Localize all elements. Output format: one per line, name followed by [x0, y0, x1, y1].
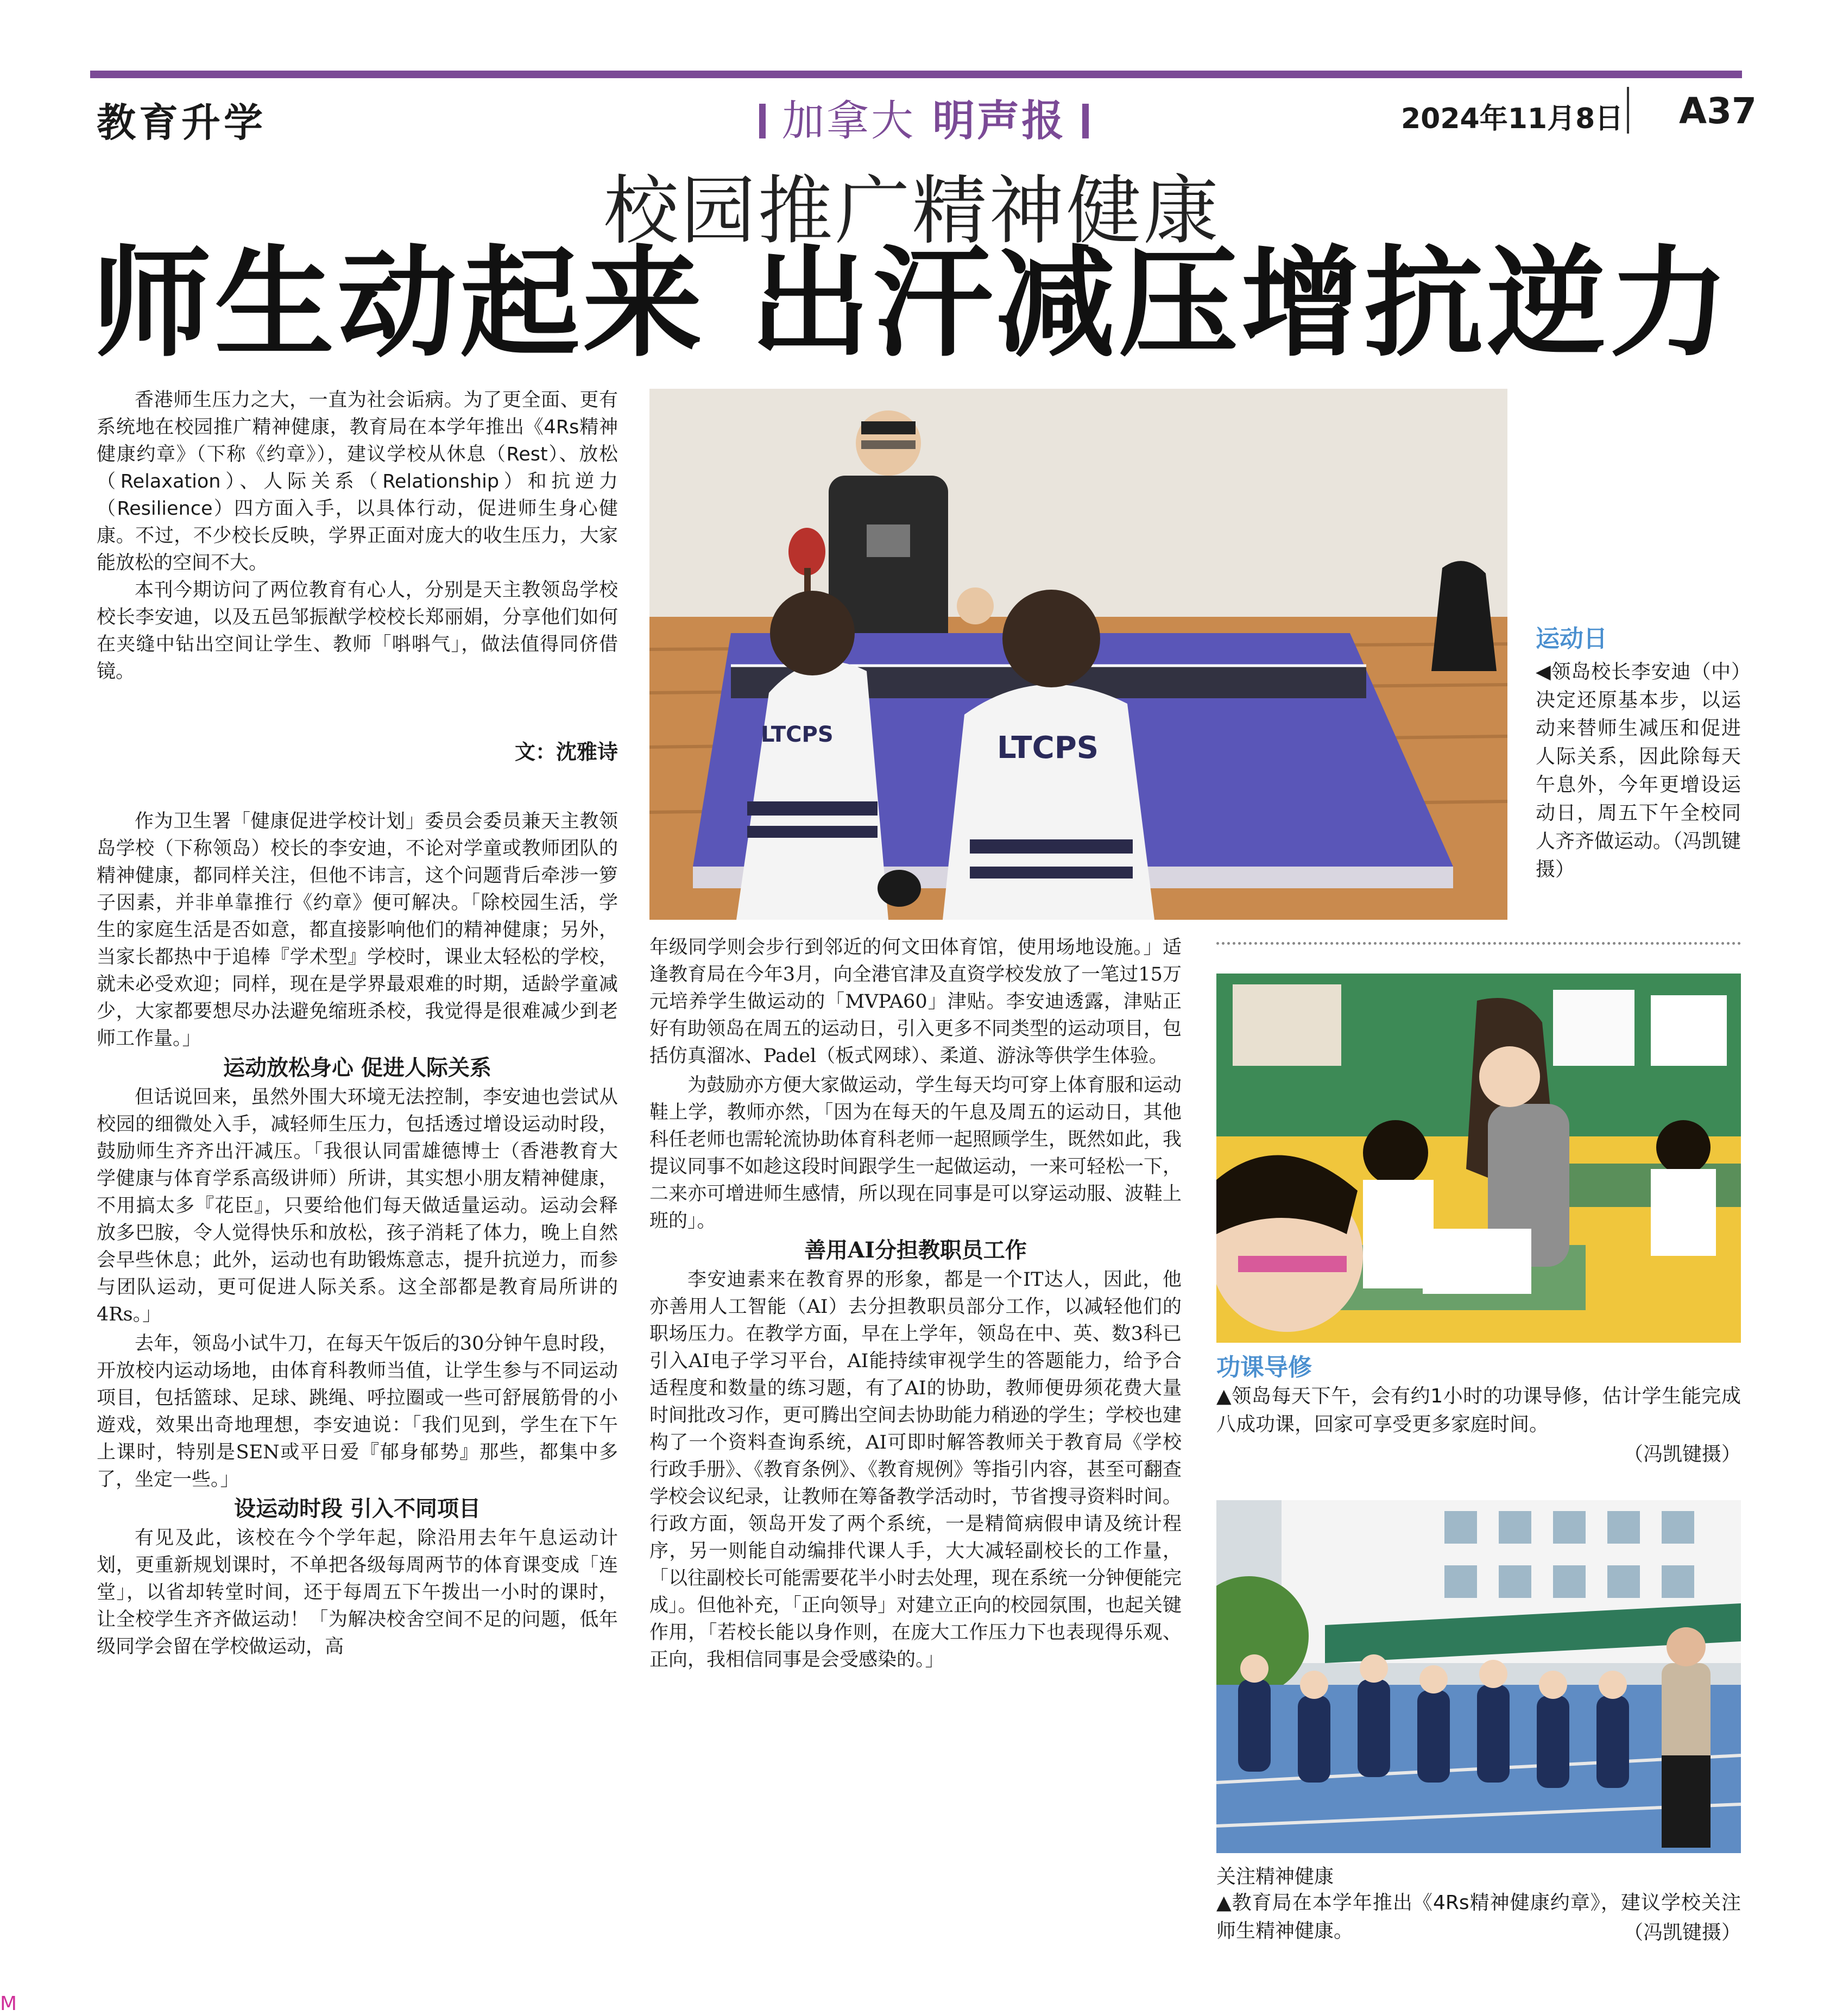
photo-classroom	[1216, 974, 1741, 1343]
masthead-bar-right	[1082, 104, 1089, 138]
masthead	[743, 87, 1105, 148]
shirt-text: LTCPS	[997, 730, 1099, 766]
article-paragraph: 为鼓励亦方便大家做运动，学生每天均可穿上体育服和运动鞋上学，教师亦然，「因为在每天的午息及周五的运动日，其他科任老师也需轮流协助体育科老师一起照顾学生，既然如此，我提议同事不如趁这段时间跟学生一起做运动，一来可轻松一下，二来亦可增进师生感情，所以现在同事是可以穿运动服、波鞋上班的」。	[649, 1075, 1182, 1232]
subheading: 善用AI分担教职员工作	[804, 1237, 1027, 1263]
masthead-bar-left	[759, 104, 766, 138]
masthead-name: 明声报	[932, 97, 1066, 146]
shirt-text-left: LTCPS	[761, 722, 834, 747]
caption-title: 运动日	[1536, 625, 1607, 653]
article-paragraph: 年级同学则会步行到邻近的何文田体育馆，使用场地设施。」适逢教育局在今年3月，向全港官津及直资学校发放了一笔过15万元培养学生做运动的「MVPA60」津贴。李安迪透露，津贴正好有助领岛在周五的运动日，引入更多不同类型的运动项目，包括仿真溜冰、Padel（板式网球）、柔道、游泳等供学生体验。	[649, 937, 1182, 1067]
photo-credit: （冯凯键摄）	[1623, 1922, 1741, 1944]
page-number: A37	[1679, 90, 1757, 132]
photo-credit: （冯凯键摄）	[1623, 1443, 1741, 1465]
table-tennis-illustration	[649, 389, 1507, 920]
section-title: 教育升学	[97, 99, 267, 146]
article-column-2	[649, 934, 1182, 1676]
caption-text: ▲领岛每天下午，会有约1小时的功课导修，估计学生能完成八成功课，回家可享受更多家庭时间。	[1216, 1385, 1741, 1436]
kicker: 校园推广精神健康	[603, 167, 1221, 255]
article-paragraph: 但话说回来，虽然外围大环境无法控制，李安迪也尝试从校园的细微处入手，减轻师生压力，包括透过增设运动时段，鼓励师生齐齐出汗减压。「我很认同雷雄德博士（香港教育大学健康与体育学系高级讲师）所讲，其实想小朋友精神健康，不用搞太多『花臣』，只要给他们每天做适量运动。运动会释放多巴胺，令人觉得快乐和放松，孩子消耗了体力，晚上自然会早些休息；此外，运动也有助锻炼意志，提升抗逆力，而参与团队运动，更可促进人际关系。这全部都是教育局所讲的4Rs。」	[97, 1086, 618, 1325]
photo-schoolyard	[1216, 1500, 1741, 1853]
article-paragraph: 李安迪素来在教育界的形象，都是一个IT达人，因此，他亦善用人工智能（AI）去分担教职员部分工作，以减轻他们的职场压力。在教学方面，早在上学年，领岛在中、英、数3科已引入AI电子学习平台，AI能持续审视学生的答题能力，给予合适程度和数量的练习题，有了AI的协助，教师便毋须花费大量时间批改习作，更可腾出空间去协助能力稍逊的学生；学校也建构了一个资料查询系统，AI可即时解答教师关于教育局《学校行政手册》、《教育条例》、《教育规例》等指引内容，甚至可翻查学校会议纪录，让教师在筹备教学活动时，节省搜寻资料时间。行政方面，领岛开发了两个系统，一是精简病假申请及统计程序，另一则能自动编排代课人手，大大减轻副校长的工作量，「以往副校长可能需要花半小时去处理，现在系统一分钟便能完成」。但他补充，「正向领导」对建立正向的校园氛围，也起关键作用，「若校长能以身作则，在庞大工作压力下也表现得乐观、正向，我相信同事是会受感染的。」	[649, 1269, 1182, 1671]
caption-text: ▲教育局在本学年推出《4Rs精神健康约章》，建议学校关注师生精神健康。	[1216, 1892, 1741, 1942]
subheading: 运动放松身心 促进人际关系	[223, 1055, 491, 1080]
caption-title: 功课导修	[1216, 1354, 1312, 1381]
article-paragraph: 有见及此，该校在今个学年起，除沿用去年午息运动计划，更重新规划课时，不单把各级每周两节的体育课变成「连堂」，以省却转堂时间，还于每周五下午拨出一小时的课时，让全校学生齐齐做运动！「为解决校舍空间不足的问题，低年级同学会留在学校做运动，高	[97, 1527, 618, 1658]
byline: 文：沈雅诗	[514, 740, 618, 764]
article-column-1	[97, 808, 618, 1663]
photo-table-tennis	[649, 389, 1507, 920]
issue-date: 2024年11月8日	[1401, 103, 1624, 135]
footer-mark: M	[0, 1993, 17, 2015]
lead-paragraph: 香港师生压力之大，一直为社会诟病。为了更全面、更有系统地在校园推广精神健康，教育局在本学年推出《4Rs精神健康约章》（下称《约章》），建议学校从休息（Rest）、放松（Relaxation）、人际关系（Relationship）和抗逆力（Resilience）四方面入手，以具体行动，促进师生身心健康。不过，不少校长反映，学界正面对庞大的收生压力，大家能放松的空间不大。	[97, 389, 618, 574]
subheading: 设运动时段 引入不同项目	[234, 1496, 481, 1521]
header-divider	[1627, 87, 1629, 134]
article-paragraph: 去年，领岛小试牛刀，在每天午饭后的30分钟午息时段，开放校内运动场地，由体育科教师当值，让学生参与不同运动项目，包括篮球、足球、跳绳、呼拉圈或一些可舒展筋骨的小遊戏，效果出奇地理想，李安迪说：「我们见到，学生在下午上课时，特别是SEN或平日爱『郁身郁势』那些，都集中多了，坐定一些。」	[97, 1333, 618, 1490]
caption-text: ◀领岛校长李安迪（中）决定还原基本步，以运动来替师生减压和促进人际关系，因此除每天午息外，今年更增设运动日，周五下午全校同人齐齐做运动。（冯凯键摄）	[1536, 661, 1741, 881]
masthead-region: 加拿大	[782, 97, 916, 146]
dotted-divider	[1216, 942, 1741, 945]
caption-title: 关注精神健康	[1216, 1866, 1334, 1888]
headline: 师生动起来 出汗减压增抗逆力	[92, 232, 1732, 373]
schoolyard-illustration	[1216, 1500, 1741, 1853]
lead-paragraph: 本刊今期访问了两位教育有心人，分别是天主教领岛学校校长李安迪，以及五邑邹振猷学校校长郑丽娟，分享他们如何在夹缝中钻出空间让学生、教师「唞唞气」，做法值得同侪借镜。	[97, 579, 618, 682]
article-paragraph: 作为卫生署「健康促进学校计划」委员会委员兼天主教领岛学校（下称领岛）校长的李安迪，不论对学童或教师团队的精神健康，都同样关注，但他不讳言，这个问题背后牵涉一箩子因素，并非单靠推行《约章》便可解决。「除校园生活，学生的家庭生活是否如意，都直接影响他们的精神健康；另外，当家长都热中于追棒『学术型』学校时，课业太轻松的学校，就未必受欢迎；同样，现在是学界最艰难的时期，适龄学童减少，大家都要想尽办法避免缩班杀校，我觉得是很难减少到老师工作量。」	[97, 811, 618, 1050]
caption-homework	[1216, 1348, 1741, 1467]
caption-sports-day	[1536, 619, 1741, 884]
classroom-illustration	[1216, 974, 1741, 1343]
header-rule	[90, 71, 1742, 78]
lead-paragraphs	[97, 387, 618, 685]
caption-mental-health	[1216, 1861, 1741, 1945]
